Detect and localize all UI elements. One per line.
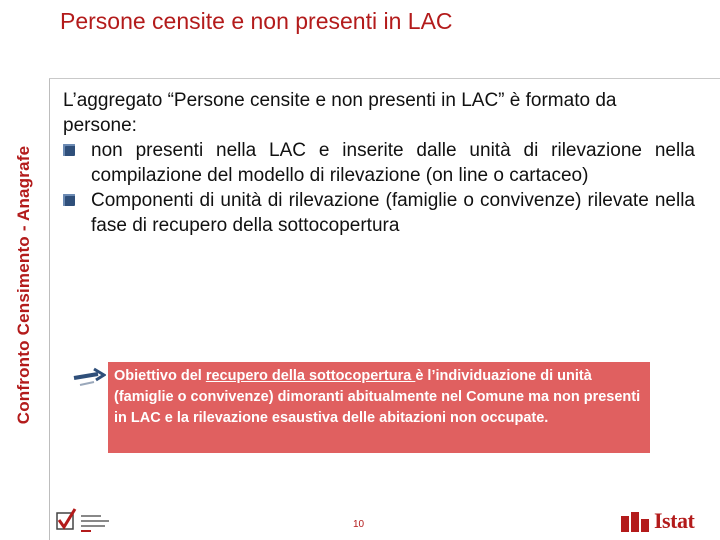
bullet-text: Componenti di unità di rilevazione (famiglie o convivenze) rilevate nella fase di recupero della sottocopertura	[91, 190, 695, 236]
arrow-pointer-icon	[72, 366, 106, 388]
census-checkbox-logo	[55, 507, 125, 537]
istat-logo-text: Istat	[654, 508, 695, 533]
side-label-text: Confronto Censimento - Anagrafe	[14, 145, 33, 425]
bullet-item	[63, 188, 695, 238]
horizontal-divider	[49, 78, 720, 79]
square-bullet-icon	[63, 138, 91, 188]
slide-body	[63, 88, 695, 238]
page-number: 10	[353, 519, 365, 530]
side-label	[4, 90, 44, 480]
intro-text: L’aggregato “Persone censite e non presenti in LAC” è formato da persone:	[63, 90, 617, 136]
vertical-divider	[49, 78, 50, 540]
note-text-after: è l’individuazione di unità (famiglie o convivenze) dimoranti abitualmente nel Comune ma non presenti in LAC e la rilevazione esaustiva delle abitazioni non occupate.	[114, 368, 641, 426]
bullet-item	[63, 138, 695, 188]
note-link-text: recupero della sottocopertura	[205, 368, 416, 384]
bullet-text: non presenti nella LAC e inserite dalle unità di rilevazione nella compilazione del modello di rilevazione (on line o cartaceo)	[91, 140, 695, 186]
square-bullet-icon	[63, 188, 91, 238]
slide-title: Persone censite e non presenti in LAC	[60, 8, 453, 34]
note-text-before: Obiettivo del	[114, 368, 206, 384]
note-box	[108, 362, 650, 453]
istat-logo	[620, 508, 710, 534]
